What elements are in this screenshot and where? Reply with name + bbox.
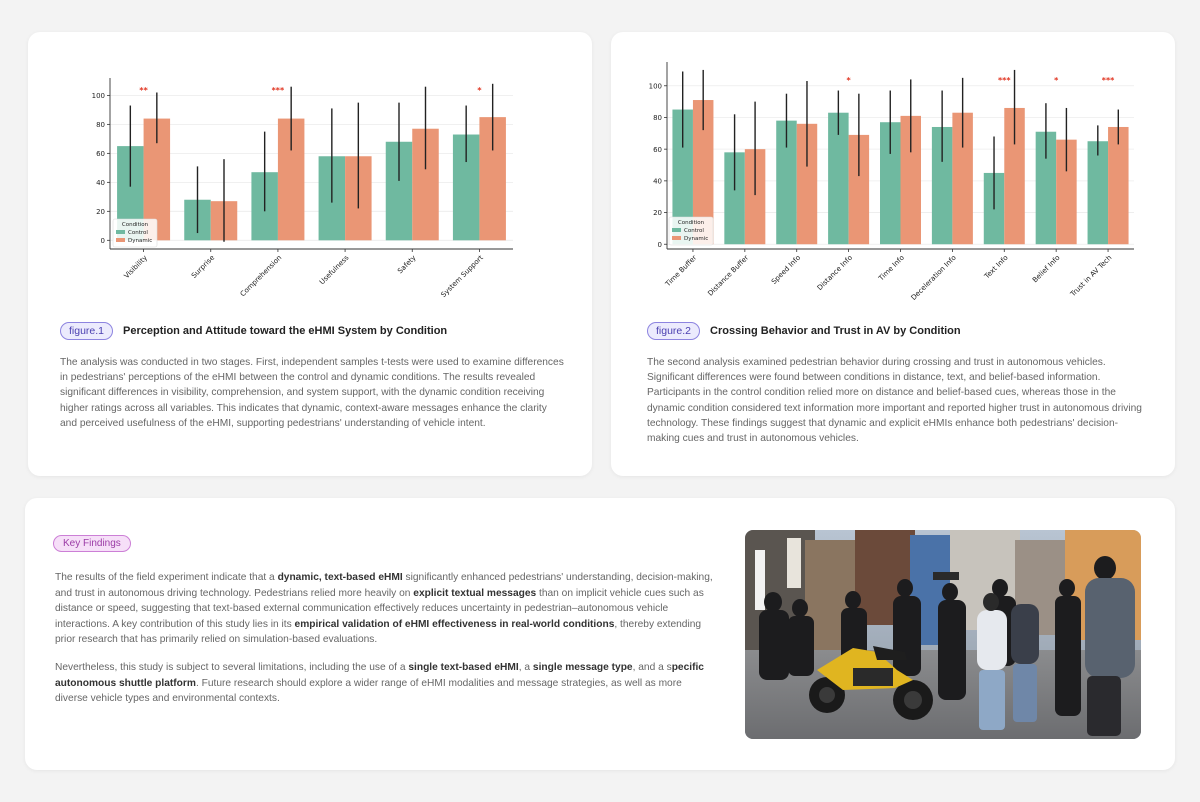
significance-marker: *** xyxy=(1101,76,1115,85)
legend-title: Condition xyxy=(121,222,149,228)
key-findings-text: significantly enhanced pedestrians' understanding, decision-making, and trust in autonomous driving technology. Pedestrians relied more heavily on xyxy=(55,572,713,599)
significance-marker: ** xyxy=(139,86,148,95)
x-tick-label: System Support xyxy=(439,253,485,300)
x-tick-label: Deceleration Info xyxy=(909,253,958,302)
street-crowd-photo-illustration xyxy=(745,530,1141,739)
x-tick-label: Distance Info xyxy=(815,253,855,293)
key-findings-emphasis: empirical validation of eHMI effectiveness in real-world conditions xyxy=(294,618,615,630)
figure2-description: The second analysis examined pedestrian behavior during crossing and trust in autonomous vehicles. Significant differences were found between conditions in distance, text, and belief-based information. Participants in the control condition relied more on distance and belief-based cues, whereas those in the dynamic condition considered text information more important and reported higher trust in autonomous driving technology. These findings suggest that dynamic and explicit eHMIs enhance both pedestrians' decision-making cues and trust in autonomous vehicles. xyxy=(647,357,1142,445)
figure1-title: Perception and Attitude toward the eHMI System by Condition xyxy=(123,325,448,337)
legend-swatch xyxy=(116,238,125,242)
key-findings-paragraph-2 xyxy=(55,660,715,707)
legend-entry: Dynamic xyxy=(128,238,153,244)
field-experiment-photo xyxy=(745,530,1141,739)
significance-marker: * xyxy=(1054,76,1059,85)
crossing-trust-bar-chart xyxy=(611,32,1175,322)
legend-entry: Dynamic xyxy=(684,236,709,242)
figure2-caption xyxy=(647,322,961,340)
figure2-title: Crossing Behavior and Trust in AV by Condition xyxy=(710,325,961,337)
key-findings-text: , thereby extending prior research that has primarily relied on simulation-based evaluations. xyxy=(55,618,702,646)
key-findings-text: Nevertheless, this study is subject to several limitations, including the use of a xyxy=(55,662,409,673)
y-tick-label: 60 xyxy=(96,149,105,158)
key-findings-text: , and a s xyxy=(632,662,672,673)
legend-title: Condition xyxy=(677,220,705,226)
y-tick-label: 20 xyxy=(96,207,105,216)
figure1-badge: figure.1 xyxy=(60,322,113,340)
y-tick-label: 20 xyxy=(653,209,662,218)
x-tick-label: Distance Buffer xyxy=(706,253,751,298)
legend-swatch xyxy=(672,236,681,240)
perception-bar-chart xyxy=(28,32,592,322)
y-tick-label: 40 xyxy=(653,177,662,186)
significance-marker: * xyxy=(477,86,482,95)
key-findings-paragraph-1 xyxy=(55,570,715,648)
x-tick-label: Time Buffer xyxy=(663,253,699,289)
x-tick-label: Comprehension xyxy=(238,253,284,299)
key-findings-emphasis: single message type xyxy=(532,662,633,673)
figure2-card xyxy=(611,32,1175,476)
legend-swatch xyxy=(672,228,681,232)
x-tick-label: Trust in AV Tech xyxy=(1069,253,1114,299)
key-findings-badge: Key Findings xyxy=(53,535,131,552)
legend-entry: Control xyxy=(684,228,704,234)
y-tick-label: 100 xyxy=(648,82,662,91)
significance-marker: *** xyxy=(271,86,285,95)
figure1-description: The analysis was conducted in two stages. First, independent samples t-tests were used to examine differences in pedestrians' perceptions of the eHMI between the control and dynamic conditions. The results revealed significant differences in visibility, comprehension, and system support, with the dynamic condition receiving higher ratings across all variables. This indicates that dynamic, context-aware messages enhance the clarity and perceived usefulness of the eHMI, supporting pedestrians' understanding of vehicle intent. xyxy=(60,357,564,429)
y-tick-label: 40 xyxy=(96,178,105,187)
key-findings-emphasis: single text-based eHMI xyxy=(408,662,519,673)
bar-control xyxy=(1088,141,1109,244)
key-findings-text: than on implicit vehicle cues such as distance or speed, suggesting that text-based external communication effectively reduces uncertainty in pedestrian–autonomous vehicle interactions. A key contribution of this study lies in its xyxy=(55,587,704,630)
key-findings-emphasis: pecific autonomous shuttle platform xyxy=(55,662,704,689)
key-findings-text: The results of the field experiment indicate that a xyxy=(55,572,278,583)
key-findings-emphasis: explicit textual messages xyxy=(413,587,537,599)
y-tick-label: 80 xyxy=(653,114,662,123)
figure1-caption xyxy=(60,322,447,340)
x-tick-label: Surprise xyxy=(190,253,217,280)
key-findings-text: . Future research should explore a wider range of eHMI modalities and message strategies, as well as more diverse vehicle types and environmental contexts. xyxy=(55,677,682,705)
x-tick-label: Visibility xyxy=(122,253,149,281)
y-tick-label: 100 xyxy=(91,91,105,100)
x-tick-label: Usefulness xyxy=(317,253,351,287)
x-tick-label: Text Info xyxy=(983,253,1010,281)
significance-marker: * xyxy=(846,76,851,85)
bar-dynamic xyxy=(1108,127,1129,244)
y-tick-label: 0 xyxy=(657,240,662,249)
x-tick-label: Speed Info xyxy=(770,253,803,286)
y-tick-label: 0 xyxy=(100,236,105,245)
key-findings-text: , a xyxy=(518,662,533,673)
key-findings-card xyxy=(25,498,1175,770)
x-tick-label: Belief Info xyxy=(1030,253,1062,285)
x-tick-label: Safety xyxy=(396,253,418,276)
y-tick-label: 60 xyxy=(653,145,662,154)
legend-entry: Control xyxy=(128,230,148,236)
key-findings-emphasis: dynamic, text-based eHMI xyxy=(277,572,403,583)
y-tick-label: 80 xyxy=(96,120,105,129)
figure1-card xyxy=(28,32,592,476)
x-tick-label: Time Info xyxy=(877,253,906,283)
legend-swatch xyxy=(116,230,125,234)
figure2-badge: figure.2 xyxy=(647,322,700,340)
significance-marker: *** xyxy=(997,76,1011,85)
